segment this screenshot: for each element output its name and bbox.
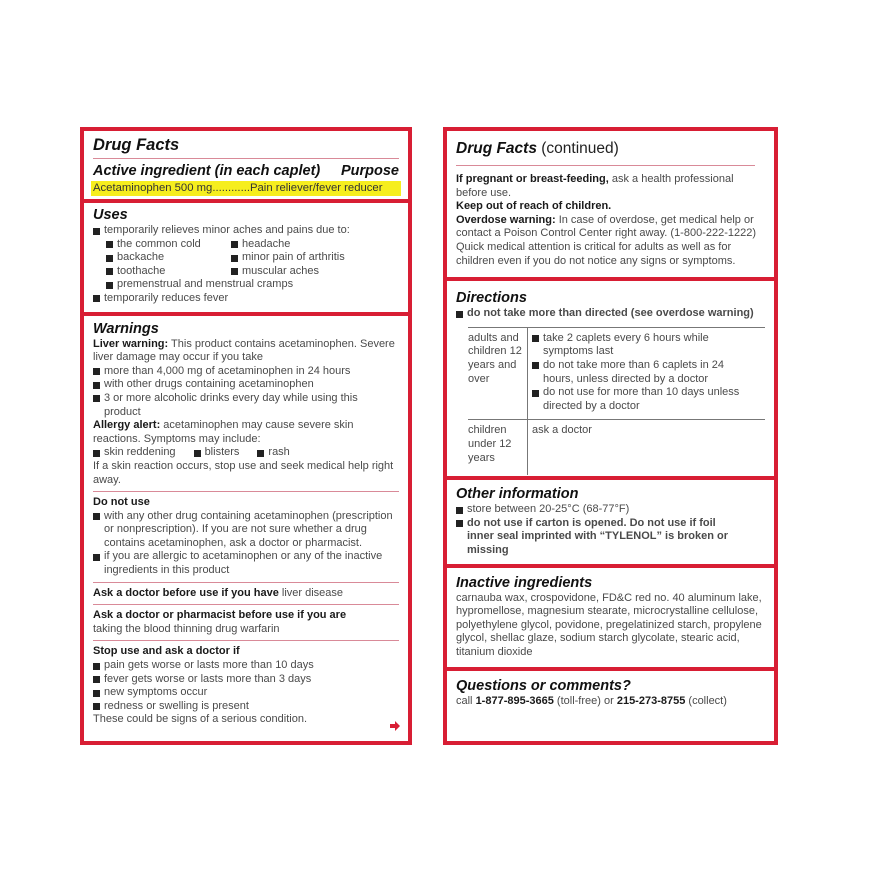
drug-facts-panel-right: [443, 127, 778, 745]
active-ingredient-heading: Active ingredient (in each caplet): [93, 163, 321, 179]
stop-use-item: fever gets worse or lasts more than 3 days: [93, 673, 399, 687]
warnings-heading: Warnings: [93, 320, 159, 337]
divider: [93, 491, 399, 492]
phone1-note: (toll-free) or: [553, 694, 617, 707]
phone-toll-free: 1-877-895-3665: [475, 694, 554, 707]
allergy-item: rash: [257, 446, 289, 460]
divider: [93, 582, 399, 583]
warnings-section: [84, 312, 408, 741]
uses-grid: [106, 238, 399, 279]
overdose-warning: [456, 214, 765, 268]
questions-heading: Questions or comments?: [456, 677, 631, 694]
active-ingredient-header: [93, 162, 399, 180]
directions-row-children: [468, 419, 765, 475]
allergy-item: skin reddening: [93, 446, 176, 460]
directions-what: [528, 328, 765, 420]
allergy-alert-label: Allergy alert:: [93, 419, 161, 432]
drug-facts-title: Drug Facts: [93, 136, 180, 154]
pregnant-text: ask a health professional before use.: [456, 173, 734, 199]
stop-use-after: These could be signs of a serious condition.: [93, 713, 308, 726]
active-ingredient-line: Acetaminophen 500 mg............Pain reliever/fever reducer: [91, 181, 401, 196]
overdose-text: In case of overdose, get medical help or contact a Poison Control Center right away. (1-800-222-1222) Quick medical attention is critical for adults as well as for children even if you do not notice any signs or symptoms.: [456, 213, 757, 267]
ask-doctor-label: Ask a doctor before use if you have: [93, 586, 279, 599]
allergy-after: If a skin reaction occurs, stop use and seek medical help right away.: [93, 459, 394, 486]
directions-who: adults and children 12 years and over: [468, 328, 528, 420]
phone-collect: 215-273-8755: [616, 694, 686, 707]
liver-warning: [93, 338, 399, 365]
liver-item: more than 4,000 mg of acetaminophen in 24 hours: [93, 365, 399, 379]
directions-section: [447, 277, 774, 476]
inactive-ingredients-heading: Inactive ingredients: [456, 574, 593, 591]
use-item: minor pain of arthritis: [231, 251, 399, 265]
inactive-ingredients-section: [447, 564, 774, 667]
keep-out-of-reach: Keep out of reach of children.: [456, 200, 612, 213]
arrow-right-icon: [390, 721, 400, 731]
pregnant-warning: [456, 173, 765, 200]
directions-table: [468, 327, 765, 476]
liver-item: 3 or more alcoholic drinks every day while using this product: [93, 392, 399, 419]
purpose-heading: Purpose: [340, 163, 399, 179]
liver-item: with other drugs containing acetaminophen: [93, 378, 399, 392]
uses-section: [84, 199, 408, 312]
allergy-item: blisters: [194, 446, 240, 460]
allergy-alert-text: acetaminophen may cause severe skin reactions. Symptoms may include:: [93, 419, 354, 445]
drug-facts-panel-left: [80, 127, 412, 745]
direction-item: do not use for more than 10 days unless directed by a doctor: [532, 386, 765, 413]
questions-contact: [456, 695, 765, 709]
divider: [93, 604, 399, 605]
use-item: muscular aches: [231, 265, 399, 279]
title-text: Drug Facts: [456, 140, 537, 157]
stop-use-item: new symptoms occur: [93, 686, 399, 700]
stop-use-item: pain gets worse or lasts more than 10 days: [93, 659, 399, 673]
use-item: temporarily reduces fever: [93, 292, 399, 306]
stop-use-heading: Stop use and ask a doctor if: [93, 645, 240, 658]
pregnant-label: If pregnant or breast-feeding,: [456, 173, 609, 185]
use-item: headache: [231, 238, 399, 252]
uses-heading: Uses: [93, 207, 128, 223]
directions-who: children under 12 years: [468, 420, 528, 475]
use-item: backache: [106, 251, 231, 265]
uses-intro: temporarily relieves minor aches and pains due to:: [93, 224, 399, 238]
stop-use-item: redness or swelling is present: [93, 700, 399, 714]
continued-section: [447, 131, 774, 277]
direction-item: take 2 caplets every 6 hours while symptoms last: [532, 332, 765, 359]
do-not-use-item: with any other drug containing acetaminophen (prescription or nonprescription). If you are not sure whether a drug contains acetaminophen, ask a doctor or pharmacist.: [93, 510, 399, 551]
directions-what: ask a doctor: [532, 424, 592, 437]
call-text: call: [456, 694, 476, 707]
active-ingredient-section: [84, 131, 408, 199]
direction-item: do not take more than 6 caplets in 24 hours, unless directed by a doctor: [532, 359, 765, 386]
ask-pharmacist-text: taking the blood thinning drug warfarin: [93, 622, 280, 635]
use-item: the common cold: [106, 238, 231, 252]
use-item: toothache: [106, 265, 231, 279]
do-not-use-item: if you are allergic to acetaminophen or any of the inactive ingredients in this product: [93, 550, 399, 577]
phone2-note: (collect): [685, 694, 727, 707]
inactive-ingredients-text: carnauba wax, crospovidone, FD&C red no. 40 aluminum lake, hypromellose, magnesium stearate, microcrystalline cellulose, polyethylene glycol, povidone, pregelatinized starch, propylene glycol, shellac glaze, sodium starch glycolate, stearic acid, titanium dioxide: [456, 591, 762, 658]
overdose-label: Overdose warning:: [456, 213, 556, 226]
questions-section: [447, 667, 774, 742]
ask-doctor: [93, 587, 399, 601]
directions-heading: Directions: [456, 290, 527, 307]
divider: [93, 158, 399, 159]
drug-facts-continued-title: [456, 139, 765, 159]
ask-pharmacist-label: Ask a doctor or pharmacist before use if you are: [93, 609, 347, 622]
directions-row-adults: [468, 328, 765, 420]
divider: [93, 640, 399, 641]
do-not-use-heading: Do not use: [93, 496, 150, 509]
other-information-heading: Other information: [456, 486, 579, 503]
ask-doctor-text: liver disease: [278, 586, 344, 599]
divider: [456, 165, 755, 166]
use-item: premenstrual and menstrual cramps: [106, 278, 399, 292]
other-info-item: do not use if carton is opened. Do not use if foil inner seal imprinted with “TYLENOL” is broken or missing: [456, 517, 765, 558]
liver-warning-label: Liver warning:: [93, 337, 169, 350]
title-suffix: (continued): [536, 140, 619, 157]
directions-intro: do not take more than directed (see overdose warning): [456, 307, 765, 321]
liver-warning-text: This product contains acetaminophen. Severe liver damage may occur if you take: [93, 337, 395, 364]
other-information-section: [447, 476, 774, 563]
other-info-item: store between 20-25°C (68-77°F): [456, 503, 765, 517]
allergy-symptoms: [93, 446, 399, 460]
allergy-alert: [93, 419, 399, 446]
